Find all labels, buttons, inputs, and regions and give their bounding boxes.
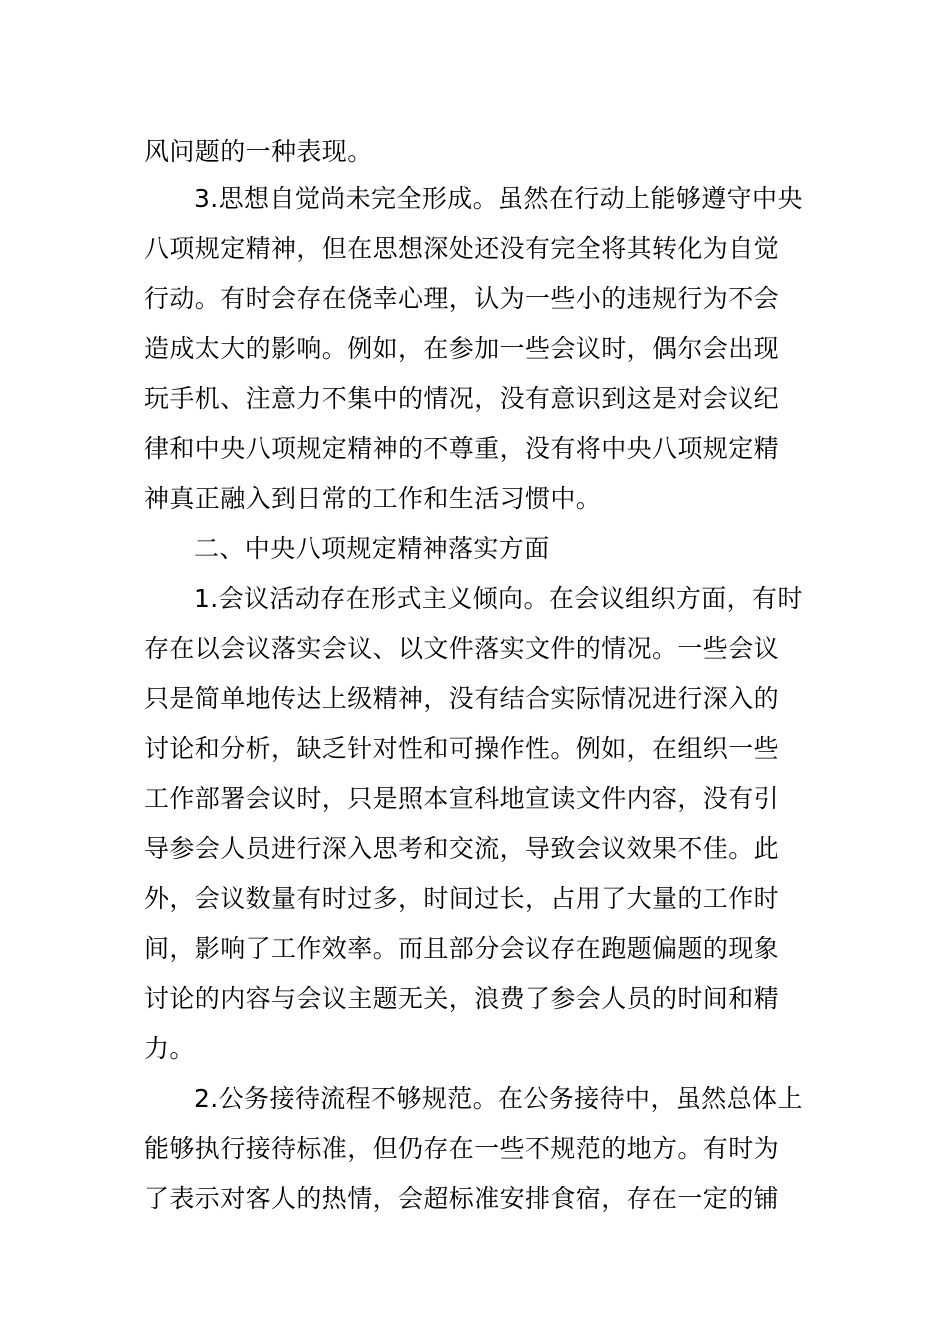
text-line: 神真正融入到日常的工作和生活习惯中。 xyxy=(144,484,602,513)
text-line: 讨论和分析，缺乏针对性和可操作性。例如，在组织一些 xyxy=(144,734,780,763)
text-line: 讨论的内容与会议主题无关，浪费了参会人员的时间和精 xyxy=(144,984,780,1013)
text-line: 了表示对客人的热情，会超标准安排食宿，存在一定的铺 xyxy=(144,1184,780,1213)
text-line: 工作部署会议时，只是照本宣科地宣读文件内容，没有引 xyxy=(144,784,780,813)
text-line: 八项规定精神，但在思想深处还没有完全将其转化为自觉 xyxy=(144,234,780,263)
text-line: 力。 xyxy=(144,1034,195,1063)
paragraph-start-line: 3.思想自觉尚未完全形成。虽然在行动上能够遵守中央 xyxy=(194,184,803,213)
text-line: 只是简单地传达上级精神，没有结合实际情况进行深入的 xyxy=(144,684,780,713)
text-line: 存在以会议落实会议、以文件落实文件的情况。一些会议 xyxy=(144,634,780,663)
paragraph-start-line: 1.会议活动存在形式主义倾向。在会议组织方面，有时 xyxy=(194,584,803,613)
text-line: 玩手机、注意力不集中的情况，没有意识到这是对会议纪 xyxy=(144,384,780,413)
text-line: 能够执行接待标准，但仍存在一些不规范的地方。有时为 xyxy=(144,1134,780,1163)
text-line: 风问题的一种表现。 xyxy=(144,137,373,166)
text-line: 外，会议数量有时过多，时间过长，占用了大量的工作时 xyxy=(144,884,780,913)
text-line: 间，影响了工作效率。而且部分会议存在跑题偏题的现象 xyxy=(144,934,780,963)
text-line: 造成太大的影响。例如，在参加一些会议时，偶尔会出现 xyxy=(144,334,780,363)
text-line: 导参会人员进行深入思考和交流，导致会议效果不佳。此 xyxy=(144,834,780,863)
paragraph-start-line: 2.公务接待流程不够规范。在公务接待中，虽然总体上 xyxy=(194,1084,803,1113)
text-line: 行动。有时会存在侥幸心理，认为一些小的违规行为不会 xyxy=(144,284,780,313)
section-heading: 二、中央八项规定精神落实方面 xyxy=(194,534,550,563)
text-line: 律和中央八项规定精神的不尊重，没有将中央八项规定精 xyxy=(144,434,780,463)
